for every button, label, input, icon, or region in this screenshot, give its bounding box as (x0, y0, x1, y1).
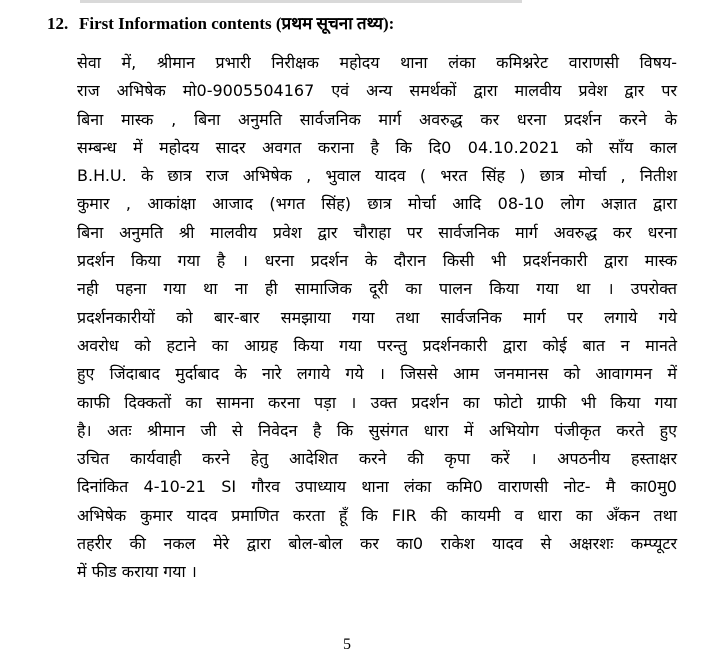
body-line: सेवा में, श्रीमान प्रभारी निरीक्षक महोदय थाना लंका कमिश्नरेट वाराणसी विषय- (77, 53, 677, 72)
body-line: कुमार , आकांक्षा आजाद (भगत सिंह) छात्र मोर्चा आदि 08-10 लोग अज्ञात द्वारा (77, 194, 677, 214)
body-line: प्रदर्शन किया गया है । धरना प्रदर्शन के दौरान किसी भी प्रदर्शनकारी द्वारा मास्क (77, 251, 677, 271)
body-line: नही पहना गया था ना ही सामाजिक दूरी का पालन किया गया था । उपरोक्त (77, 279, 677, 299)
body-line: दिनांकित 4-10-21 SI गौरव उपाध्याय थाना लंका कमि0 वाराणसी नोट- मै का0मु0 (77, 477, 677, 497)
body-line: बिना मास्क , बिना अनुमति सार्वजनिक मार्ग अवरुद्ध कर धरना प्रदर्शन करने के (77, 109, 677, 129)
section-heading (47, 11, 394, 34)
top-divider (80, 0, 522, 3)
body-line: है। अतः श्रीमान जी से निवेदन है कि सुसंगत धारा में अभियोग पंजीकृत करते हुए (77, 420, 677, 440)
body-line: काफी दिक्कतों का सामना करना पड़ा । उक्त प्रदर्शन का फोटो ग्राफी भी किया गया (77, 392, 677, 412)
body-line: राज अभिषेक मो0-9005504167 एवं अन्य समर्थकों द्वारा मालवीय प्रवेश द्वार पर (77, 81, 677, 101)
page-number: 5 (343, 636, 351, 653)
body-line: प्रदर्शनकारीयों को बार-बार समझाया गया तथा सार्वजनिक मार्ग पर लगाये गये (77, 307, 677, 327)
section-number: 12. (47, 14, 69, 33)
body-line: हुए जिंदाबाद मुर्दाबाद के नारे लगाये गये । जिससे आम जनमानस को आवागमन में (77, 364, 677, 384)
fir-body-text (77, 49, 677, 587)
body-line: उचित कार्यवाही करने हेतु आदेशित करने की कृपा करें । अपठनीय हस्ताक्षर (77, 449, 677, 469)
body-line: तहरीर की नकल मेरे द्वारा बोल-बोल कर का0 राकेश यादव से अक्षरशः कम्प्यूटर (77, 534, 677, 554)
body-line: B.H.U. के छात्र राज अभिषेक , भुवाल यादव ( भरत सिंह ) छात्र मोर्चा , नितीश (77, 166, 677, 186)
body-line: अवरोध को हटाने का आग्रह किया गया परन्तु प्रदर्शनकारी द्वारा कोई बात न मानते (77, 335, 677, 355)
body-line: सम्बन्ध में महोदय सादर अवगत कराना है कि दि0 04.10.2021 को साँय काल (77, 137, 677, 157)
body-line: बिना अनुमति श्री मालवीय प्रवेश द्वार चौराहा पर सार्वजनिक मार्ग अवरुद्ध कर धरना (77, 222, 677, 242)
body-line: में फीड कराया गया । (77, 562, 197, 582)
body-line: अभिषेक कुमार यादव प्रमाणित करता हूँ कि FIR की कायमी व धारा का अँकन तथा (77, 505, 677, 525)
section-title: First Information contents (प्रथम सूचना तथ्य): (79, 14, 395, 33)
